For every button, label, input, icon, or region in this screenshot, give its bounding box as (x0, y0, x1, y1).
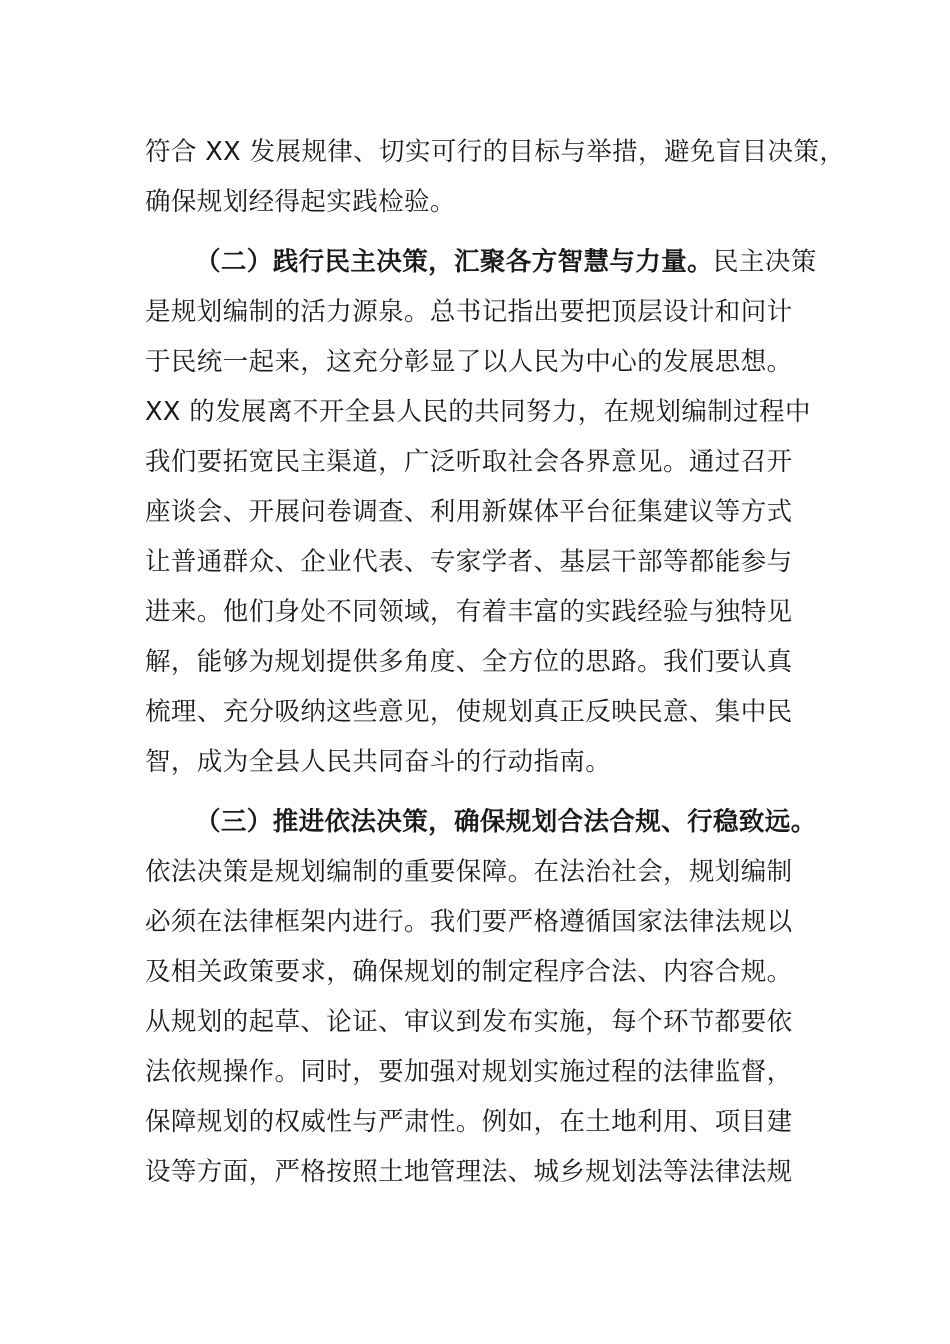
paragraph-line: 必须在法律框架内进行。我们要严格遵循国家法律法规以 (145, 907, 793, 937)
paragraph-line: 保障规划的权威性与严肃性。例如，在土地利用、项目建 (145, 1107, 793, 1137)
paragraph-line: 座谈会、开展问卷调查、利用新媒体平台征集建议等方式 (145, 497, 793, 527)
paragraph-line: 依法决策是规划编制的重要保障。在法治社会，规划编制 (145, 857, 793, 887)
paragraph-line: 进来。他们身处不同领域，有着丰富的实践经验与独特见 (145, 597, 793, 627)
paragraph-line: 设等方面，严格按照土地管理法、城乡规划法等法律法规 (145, 1157, 793, 1187)
paragraph-line: 确保规划经得起实践检验。 (145, 187, 456, 217)
paragraph-line: XX 的发展离不开全县人民的共同努力，在规划编制过程中 (145, 397, 811, 427)
paragraph-line: 是规划编制的活力源泉。总书记指出要把顶层设计和问计 (145, 297, 793, 327)
paragraph-line: 让普通群众、企业代表、专家学者、基层干部等都能参与 (145, 547, 793, 577)
paragraph-line: 及相关政策要求，确保规划的制定程序合法、内容合规。 (145, 957, 793, 987)
paragraph-line: 于民统一起来，这充分彰显了以人民为中心的发展思想。 (145, 347, 793, 377)
paragraph-line: 从规划的起草、论证、审议到发布实施，每个环节都要依 (145, 1007, 793, 1037)
paragraph-line: 法依规操作。同时，要加强对规划实施过程的法律监督， (145, 1057, 793, 1087)
paragraph-line: 符合 XX 发展规律、切实可行的目标与举措，避免盲目决策， (145, 137, 846, 167)
paragraph-line: 民主决策 (713, 247, 817, 277)
paragraph-line: 我们要拓宽民主渠道，广泛听取社会各界意见。通过召开 (145, 447, 793, 477)
paragraph-line: 解，能够为规划提供多角度、全方位的思路。我们要认真 (145, 647, 793, 677)
section-heading-line (195, 246, 895, 278)
paragraph-line: 智，成为全县人民共同奋斗的行动指南。 (145, 747, 612, 777)
section-heading-3: （三）推进依法决策，确保规划合法合规、行稳致远。 (195, 807, 817, 837)
paragraph-line: 梳理、充分吸纳这些意见，使规划真正反映民意、集中民 (145, 697, 793, 727)
section-heading-2: （二）践行民主决策，汇聚各方智慧与力量。 (195, 247, 714, 277)
